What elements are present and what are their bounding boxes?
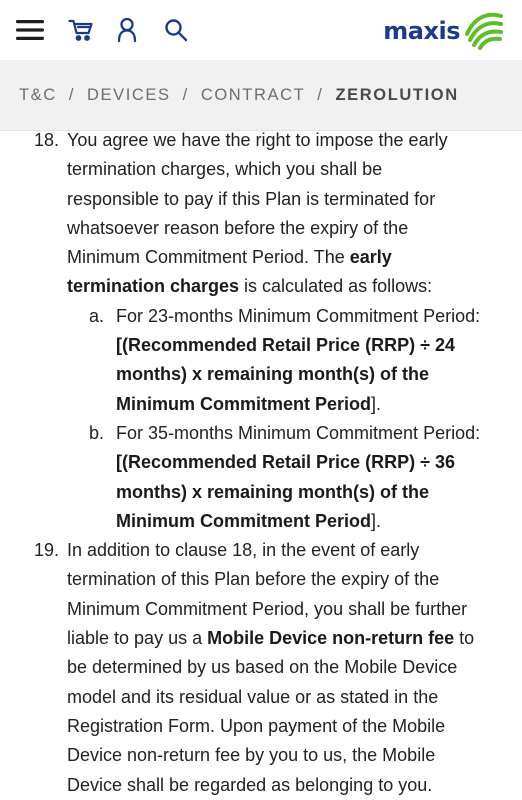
logo-text: maxis <box>383 17 460 45</box>
clause-text: You agree we have the right to impose the early <box>67 130 448 150</box>
clause-text: model and its residual value or as stated in the <box>67 686 439 707</box>
sub-clause-text: For 23-months Minimum Commitment Period: <box>116 305 481 326</box>
search-icon[interactable] <box>160 14 192 46</box>
cart-icon[interactable] <box>65 14 97 46</box>
breadcrumb-item-devices[interactable]: DEVICES <box>87 86 171 104</box>
breadcrumb-separator: / <box>317 86 324 104</box>
maxis-swirl-icon <box>464 12 504 50</box>
clause-18 <box>0 126 522 536</box>
clause-number: 18. <box>34 130 60 150</box>
formula-text: months) x remaining month(s) of the <box>116 481 429 502</box>
clause-text: termination of this Plan before the expiry of the <box>67 569 440 590</box>
bold-term: Mobile Device non-return fee <box>207 628 455 649</box>
clause-text: responsible to pay if this Plan is terminated for <box>67 188 436 209</box>
clause-text: termination charges, which you shall be <box>67 159 383 180</box>
clause-text: Device non-return fee by you to us, the Mobile <box>67 745 436 766</box>
clause-text: liable to pay us a Mobile Device non-return fee to <box>67 628 475 649</box>
clause-text: termination charges is calculated as follows: <box>67 276 433 297</box>
sub-clause-text: For 35-months Minimum Commitment Period: <box>116 422 481 443</box>
clause-text: whatsoever reason before the expiry of the <box>67 217 409 238</box>
formula-text: Minimum Commitment Period <box>116 393 372 414</box>
terms-content <box>0 126 522 800</box>
clause-text: Device shall be regarded as belonging to you. <box>67 774 433 795</box>
clause-text: Minimum Commitment Period, you shall be further <box>67 598 468 619</box>
breadcrumb-item-tnc[interactable]: T&C <box>19 86 57 104</box>
menu-icon[interactable] <box>14 14 46 46</box>
user-icon[interactable] <box>111 14 143 46</box>
breadcrumb-bar <box>0 60 522 131</box>
sub-clause-b: b. For 35-months Minimum Commitment Period: [(Recommended Retail Price (RRP) ÷ 36 months) x remaining month(s) of the Minimum Commitment Period]. <box>67 419 512 536</box>
top-nav-bar <box>0 0 522 60</box>
breadcrumb <box>19 86 459 105</box>
sub-clause-a: a. For 23-months Minimum Commitment Period: [(Recommended Retail Price (RRP) ÷ 24 months) x remaining month(s) of the Minimum Commitment Period]. <box>67 302 512 419</box>
clause-text: In addition to clause 18, in the event of early <box>67 540 420 561</box>
clause-19 <box>0 536 522 800</box>
formula-text: months) x remaining month(s) of the <box>116 364 429 385</box>
formula-text: [(Recommended Retail Price (RRP) ÷ 24 <box>116 335 455 356</box>
breadcrumb-separator: / <box>68 86 75 104</box>
bold-term: termination charges <box>67 276 240 297</box>
breadcrumb-separator: / <box>182 86 189 104</box>
formula-text: [(Recommended Retail Price (RRP) ÷ 36 <box>116 452 455 473</box>
bold-term: early <box>349 247 392 268</box>
breadcrumb-item-zerolution: ZEROLUTION <box>335 86 459 104</box>
clause-text: be determined by us based on the Mobile Device <box>67 657 458 678</box>
breadcrumb-item-contract[interactable]: CONTRACT <box>200 86 306 104</box>
maxis-logo[interactable] <box>383 12 504 50</box>
clause-number: 19. <box>34 540 60 561</box>
clause-text: Registration Form. Upon payment of the Mobile <box>67 715 446 736</box>
sub-clause-letter: b. <box>89 422 105 443</box>
formula-text: Minimum Commitment Period <box>116 510 372 531</box>
clause-text: Minimum Commitment Period. The early <box>67 247 392 268</box>
sub-clause-letter: a. <box>89 305 105 326</box>
